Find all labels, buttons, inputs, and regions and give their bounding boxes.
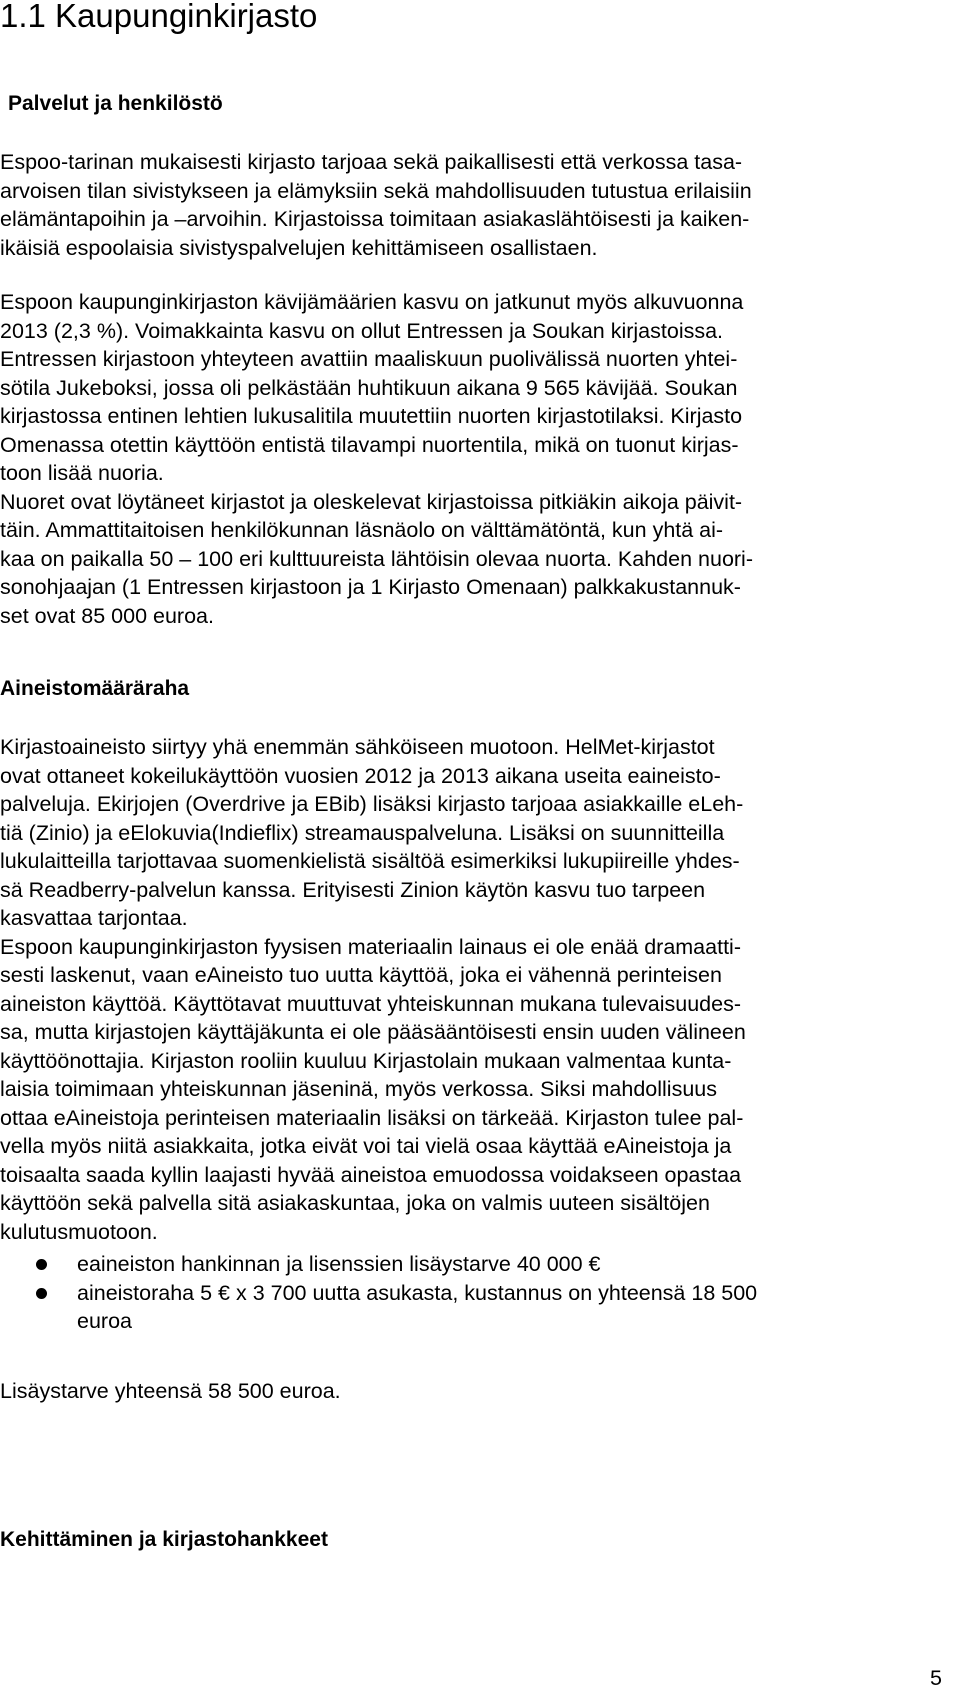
text-line: euroa <box>77 1309 132 1333</box>
section-heading-kehittaminen: Kehittäminen ja kirjastohankkeet <box>0 1528 328 1551</box>
text-line: 2013 (2,3 %). Voimakkainta kasvu on ollut Entressen ja Soukan kirjastoissa. <box>0 318 724 343</box>
cost-bullet-list <box>0 1250 757 1336</box>
bullet-icon <box>36 1288 47 1299</box>
list-item <box>0 1250 757 1279</box>
text-line: laisia toimimaan yhteiskunnan jäseninä, myös verkossa. Siksi mahdollisuus <box>0 1077 717 1101</box>
text-line: toisaalta saada kyllin laajasti hyvää aineistoa emuodossa voidakseen opastaa <box>0 1162 742 1187</box>
text-line: Nuoret ovat löytäneet kirjastot ja oleskelevat kirjastoissa pitkiäkin aikoja päivit- <box>0 489 743 514</box>
text-line: arvoisen tilan sivistykseen ja elämyksiin sekä mahdollisuuden tutustua erilaisiin <box>0 178 752 203</box>
text-line: täin. Ammattitaitoisen henkilökunnan läsnäolo on välttämätöntä, kun yhtä ai- <box>0 518 724 542</box>
text-line: Espoon kaupunginkirjaston kävijämäärien kasvu on jatkunut myös alkuvuonna <box>0 290 744 314</box>
total-line: Lisäystarve yhteensä 58 500 euroa. <box>0 1379 341 1403</box>
text-line: ottaa eAineistoja perinteisen materiaalin lisäksi on tärkeää. Kirjaston tulee pal- <box>0 1105 744 1130</box>
text-line: kasvattaa tarjontaa. <box>0 906 188 930</box>
page-number: 5 <box>930 1666 942 1690</box>
text-line: vella myös niitä asiakkaita, jotka eivät voi tai vielä osaa käyttää eAineistoja ja <box>0 1134 732 1158</box>
paragraph-kavijamaarat <box>0 288 753 630</box>
text-line: Omenassa otettin käyttöön entistä tilavampi nuortentila, mikä on tuonut kirjas- <box>0 432 739 457</box>
text-line: kulutusmuotoon. <box>0 1219 158 1244</box>
list-item <box>0 1279 757 1336</box>
text-line: tiä (Zinio) ja eElokuvia(Indieflix) streamauspalveluna. Lisäksi on suunnitteilla <box>0 820 725 845</box>
text-line: kaa on paikalla 50 – 100 eri kulttuureista lähtöisin olevaa nuorta. Kahden nuori- <box>0 546 753 571</box>
text-line: set ovat 85 000 euroa. <box>0 603 214 628</box>
text-line: ikäisiä espoolaisia sivistyspalvelujen kehittämiseen osallistaen. <box>0 235 598 260</box>
paragraph-aineistomaararaha <box>0 733 746 1246</box>
text-line: aineiston käyttöä. Käyttötavat muuttuvat yhteiskunnan mukana tulevaisuudes- <box>0 991 741 1016</box>
section-heading-aineistomaararaha: Aineistomääräraha <box>0 677 190 700</box>
document-title: 1.1 Kaupunginkirjasto <box>0 0 318 34</box>
text-line: sesti laskenut, vaan eAineisto tuo uutta käyttöä, joka ei vähennä perinteisen <box>0 963 722 987</box>
text-line: aineistoraha 5 € x 3 700 uutta asukasta, kustannus on yhteensä 18 500 <box>77 1280 758 1305</box>
text-line: Espoo-tarinan mukaisesti kirjasto tarjoaa sekä paikallisesti että verkossa tasa- <box>0 150 743 174</box>
text-line: lukulaitteilla tarjottavaa suomenkielistä sisältöä esimerkiksi lukupiireille yhdes- <box>0 849 740 873</box>
text-line: kirjastossa entinen lehtien lukusalitila muutettiin nuorten kirjastotilaksi. Kirjasto <box>0 404 743 428</box>
text-line: Entressen kirjastoon yhteyteen avattiin maaliskuun puolivälissä nuorten yhtei- <box>0 347 738 371</box>
text-line: Espoon kaupunginkirjaston fyysisen materiaalin lainaus ei ole enää dramaatti- <box>0 934 741 959</box>
section-heading-palvelut: Palvelut ja henkilöstö <box>8 92 223 115</box>
text-line: sa, mutta kirjastojen käyttäjäkunta ei ole pääsääntöisesti ensin uuden välineen <box>0 1020 746 1044</box>
text-line: käyttöönottajia. Kirjaston rooliin kuuluu Kirjastolain mukaan valmentaa kunta- <box>0 1048 732 1073</box>
text-line: sä Readberry-palvelun kanssa. Erityisesti Zinion käytön kasvu tuo tarpeen <box>0 877 706 902</box>
bullet-icon <box>36 1259 47 1270</box>
text-line: sötila Jukeboksi, jossa oli pelkästään huhtikuun aikana 9 565 kävijää. Soukan <box>0 375 738 400</box>
text-line: ovat ottaneet kokeilukäyttöön vuosien 2012 ja 2013 aikana useita eaineisto- <box>0 763 721 788</box>
text-line: eaineiston hankinnan ja lisenssien lisäystarve 40 000 € <box>77 1252 601 1276</box>
text-line: elämäntapoihin ja –arvoihin. Kirjastoissa toimitaan asiakaslähtöisesti ja kaiken- <box>0 207 750 231</box>
text-line: palveluja. Ekirjojen (Overdrive ja EBib) lisäksi kirjasto tarjoaa asiakkaille eLeh- <box>0 792 744 816</box>
text-line: käyttöön sekä palvella sitä asiakaskuntaa, joka on valmis uuteen sisältöjen <box>0 1191 710 1215</box>
paragraph-espoo-tarina <box>0 148 752 262</box>
text-line: Kirjastoaineisto siirtyy yhä enemmän sähköiseen muotoon. HelMet-kirjastot <box>0 735 715 759</box>
text-line: toon lisää nuoria. <box>0 461 164 485</box>
text-line: sonohjaajan (1 Entressen kirjastoon ja 1 Kirjasto Omenaan) palkkakustannuk- <box>0 575 741 599</box>
